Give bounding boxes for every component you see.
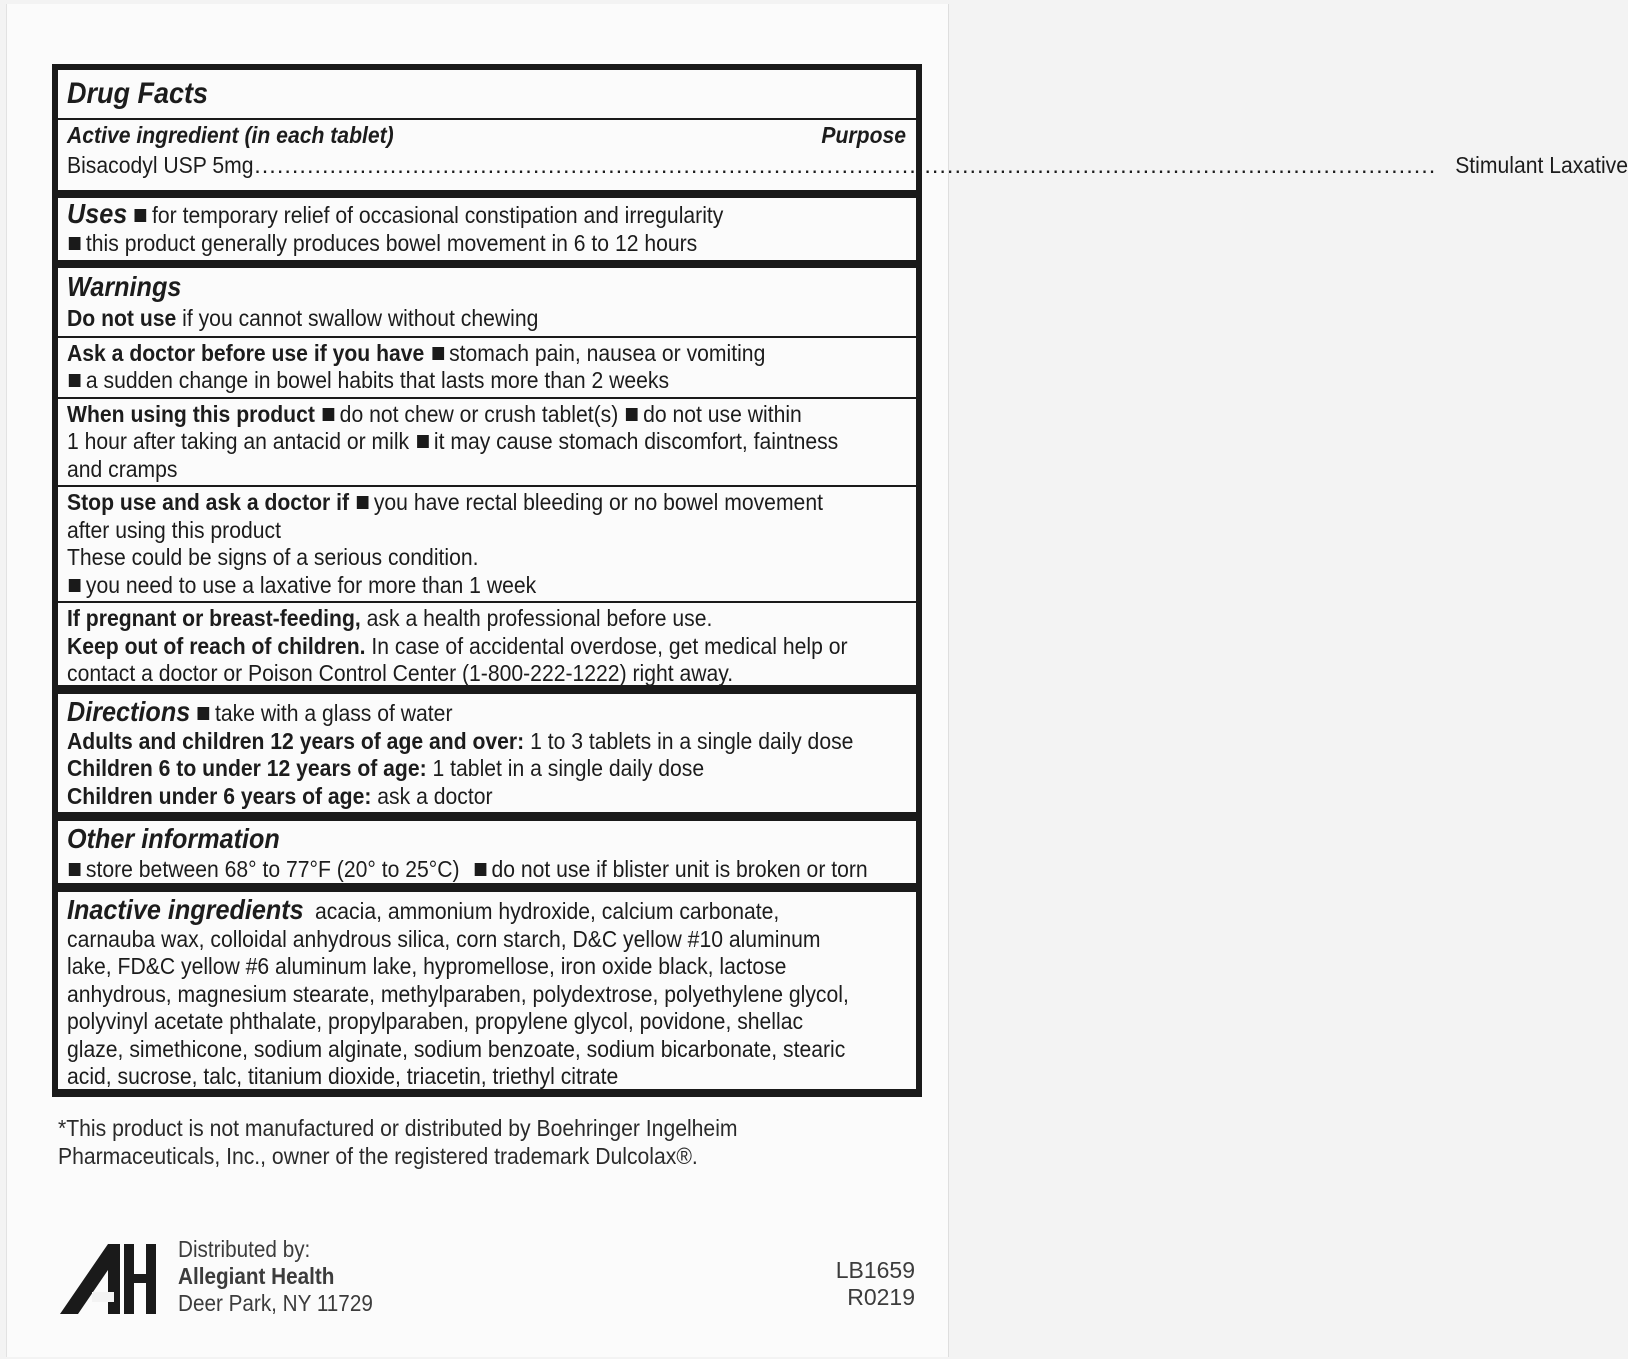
purpose: Stimulant Laxative bbox=[1455, 151, 1628, 178]
uses-heading: Uses bbox=[67, 198, 128, 229]
warnings-section bbox=[58, 268, 916, 685]
inactive-line-5: polyvinyl acetate phthalate, propylparaben, propylene glycol, povidone, shellac bbox=[67, 1008, 804, 1034]
inactive-line-4: anhydrous, magnesium stearate, methylparaben, polydextrose, polyethylene glycol, bbox=[67, 980, 849, 1007]
pregnant-text: ask a health professional before use. bbox=[366, 605, 713, 631]
when-using-item-4: it may cause stomach discomfort, faintness bbox=[433, 428, 839, 454]
uses-line-1: for temporary relief of occasional constipation and irregularity bbox=[152, 202, 724, 228]
divider bbox=[58, 485, 916, 487]
do-not-use-label: Do not use bbox=[67, 305, 177, 331]
drug-facts-panel bbox=[52, 64, 1628, 1097]
other-info-item-2: do not use if blister unit is broken or torn bbox=[491, 856, 868, 882]
bullet-icon bbox=[474, 863, 486, 876]
when-using-label: When using this product bbox=[67, 400, 315, 427]
inactive-heading: Inactive ingredients bbox=[67, 894, 304, 925]
distributor-address: Deer Park, NY 11729 bbox=[178, 1290, 373, 1316]
when-using-item-3: 1 hour after taking an antacid or milk bbox=[67, 428, 410, 454]
purpose-header: Purpose bbox=[821, 122, 906, 148]
stop-use-item-1: you have rectal bleeding or no bowel movement bbox=[373, 489, 823, 515]
ask-doctor-item-2: a sudden change in bowel habits that lasts more than 2 weeks bbox=[85, 367, 670, 393]
keep-out-label: Keep out of reach of children. bbox=[67, 632, 366, 659]
pregnant-label: If pregnant or breast-feeding, bbox=[67, 605, 361, 631]
distributor-name: Allegiant Health bbox=[178, 1263, 335, 1289]
directions-section bbox=[58, 694, 916, 812]
when-using-item-1: do not chew or crush tablet(s) bbox=[339, 400, 619, 427]
ask-doctor-label: Ask a doctor before use if you have bbox=[67, 339, 425, 366]
inactive-line-6: glaze, simethicone, sodium alginate, sodium benzoate, sodium bicarbonate, stearic bbox=[67, 1035, 846, 1062]
children-label: Children 6 to under 12 years of age: bbox=[67, 755, 427, 781]
allegiant-health-logo-icon bbox=[58, 1240, 164, 1316]
bullet-icon bbox=[323, 408, 335, 421]
when-using-item-2: do not use within bbox=[643, 400, 802, 427]
distributor-info bbox=[178, 1236, 395, 1317]
bullet-icon bbox=[357, 496, 369, 509]
stop-use-note: These could be signs of a serious condition. bbox=[67, 544, 479, 570]
inactive-line-3: lake, FD&C yellow #6 aluminum lake, hypromellose, iron oxide black, lactose bbox=[67, 953, 787, 979]
ask-doctor-item-1: stomach pain, nausea or vomiting bbox=[449, 339, 766, 366]
bullet-icon bbox=[135, 209, 147, 222]
lot-codes bbox=[836, 1257, 915, 1311]
stop-use-label: Stop use and ask a doctor if bbox=[67, 489, 350, 515]
under6-label: Children under 6 years of age: bbox=[67, 782, 372, 809]
bullet-icon bbox=[69, 579, 81, 592]
divider bbox=[58, 397, 916, 399]
other-info-heading: Other information bbox=[67, 823, 280, 854]
inactive-line-1: acacia, ammonium hydroxide, calcium carbonate, bbox=[314, 898, 780, 924]
drug-facts-section bbox=[58, 70, 1628, 190]
divider bbox=[58, 601, 916, 603]
uses-line-2: this product generally produces bowel movement in 6 to 12 hours bbox=[85, 229, 698, 256]
other-info-section bbox=[58, 821, 916, 883]
divider bbox=[58, 336, 916, 338]
directions-intro: take with a glass of water bbox=[215, 700, 453, 726]
footnote-line-2: Pharmaceuticals, Inc., owner of the registered trademark Dulcolax®. bbox=[58, 1143, 698, 1169]
other-info-item-1: store between 68° to 77°F (20° to 25°C) bbox=[85, 856, 460, 882]
uses-section bbox=[58, 198, 916, 260]
adults-dose: 1 to 3 tablets in a single daily dose bbox=[530, 727, 854, 754]
bullet-icon bbox=[626, 408, 638, 421]
under6-dose: ask a doctor bbox=[377, 782, 493, 809]
bullet-icon bbox=[69, 863, 81, 876]
trademark-footnote bbox=[58, 1114, 813, 1170]
warnings-heading: Warnings bbox=[67, 271, 182, 302]
footnote-line-1: *This product is not manufactured or distributed by Boehringer Ingelheim bbox=[58, 1115, 738, 1141]
adults-label: Adults and children 12 years of age and over: bbox=[67, 727, 525, 754]
distributed-by-label: Distributed by: bbox=[178, 1236, 311, 1262]
divider bbox=[58, 118, 916, 120]
inactive-line-2: carnauba wax, colloidal anhydrous silica, corn starch, D&C yellow #10 aluminum bbox=[67, 925, 821, 952]
bullet-icon bbox=[432, 347, 444, 360]
do-not-use-text: if you cannot swallow without chewing bbox=[182, 305, 539, 331]
directions-heading: Directions bbox=[67, 696, 191, 727]
r-code: R0219 bbox=[847, 1284, 915, 1310]
active-ingredient: Bisacodyl USP 5mg bbox=[67, 151, 254, 178]
bullet-icon bbox=[198, 707, 210, 720]
keep-out-text-2: contact a doctor or Poison Control Center (1-800-222-1222) right away. bbox=[67, 660, 734, 686]
inactive-line-7: acid, sucrose, talc, titanium dioxide, triacetin, triethyl citrate bbox=[67, 1063, 619, 1089]
active-ingredient-header: Active ingredient (in each tablet) bbox=[67, 122, 394, 148]
when-using-item-5: and cramps bbox=[67, 455, 178, 482]
stop-use-item-3: you need to use a laxative for more than 1 week bbox=[85, 571, 537, 598]
children-dose: 1 tablet in a single daily dose bbox=[432, 755, 705, 781]
keep-out-text-1: In case of accidental overdose, get medical help or bbox=[371, 632, 848, 659]
lb-code: LB1659 bbox=[835, 1257, 915, 1283]
drug-facts-title: Drug Facts bbox=[67, 77, 209, 110]
stop-use-item-2: after using this product bbox=[67, 516, 281, 543]
bullet-icon bbox=[69, 237, 81, 250]
leader-dots: ............................................................................................................................................................. bbox=[254, 151, 1437, 178]
bullet-icon bbox=[69, 374, 81, 387]
inactive-ingredients-section bbox=[58, 892, 916, 1089]
bullet-icon bbox=[417, 435, 429, 448]
